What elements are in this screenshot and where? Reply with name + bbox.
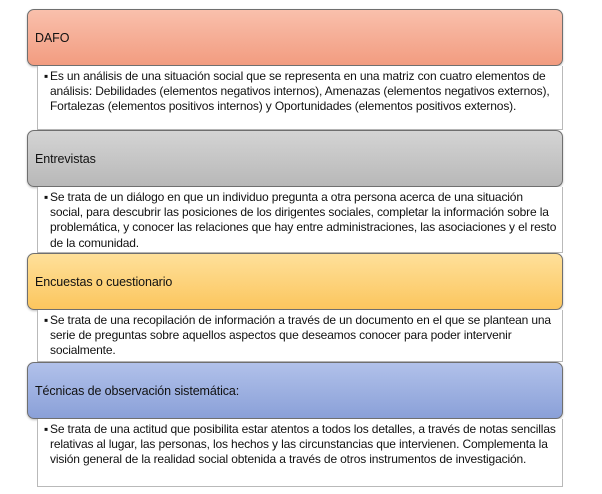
- dafo-title: DAFO: [35, 30, 70, 45]
- encuestas-description: Se trata de una recopilación de información a través de un documento en el que se plantean una serie de preguntas sobre aquellos aspectos que deseamos conocer para poder intervenir socialmente.: [50, 313, 551, 358]
- dafo-description-box: [37, 66, 563, 130]
- encuestas-description-box: [37, 310, 563, 362]
- dafo-description: Es un análisis de una situación social que se representa en una matriz con cuatro elementos de análisis: Debilidades (elementos negativos internos), Amenazas (elementos negativos externos), Fortalezas (elementos positivos internos) y Oportunidades (elementos positivos externos).: [50, 69, 550, 114]
- observacion-bullet: ▪: [44, 422, 49, 436]
- entrevistas-description: Se trata de un diálogo en que un individuo pregunta a otra persona acerca de una situación social, para descubrir las posiciones de los dirigentes sociales, completar la información sobre la problemática, y conocer las relaciones que hay entre administraciones, las asociaciones y el resto de la comunidad.: [50, 190, 557, 250]
- observacion-header: [27, 362, 563, 419]
- entrevistas-title: Entrevistas: [35, 151, 96, 166]
- encuestas-title: Encuestas o cuestionario: [35, 274, 173, 289]
- observacion-description-box: [37, 419, 563, 487]
- observacion-description: Se trata de una actitud que posibilita estar atentos a todos los detalles, a través de notas sencillas relativas al lugar, las personas, los hechos y las circunstancias que intervienen. Complementa la visión general de la realidad social obtenida a través de otros instrumentos de investigación.: [50, 422, 556, 467]
- dafo-header: [27, 9, 563, 66]
- observacion-title: Técnicas de observación sistemática:: [35, 383, 240, 398]
- encuestas-bullet: ▪: [44, 313, 49, 327]
- encuestas-header: [27, 253, 563, 310]
- dafo-bullet: ▪: [44, 69, 49, 83]
- entrevistas-bullet: ▪: [44, 190, 49, 204]
- entrevistas-header: [27, 130, 563, 187]
- entrevistas-description-box: [37, 187, 563, 253]
